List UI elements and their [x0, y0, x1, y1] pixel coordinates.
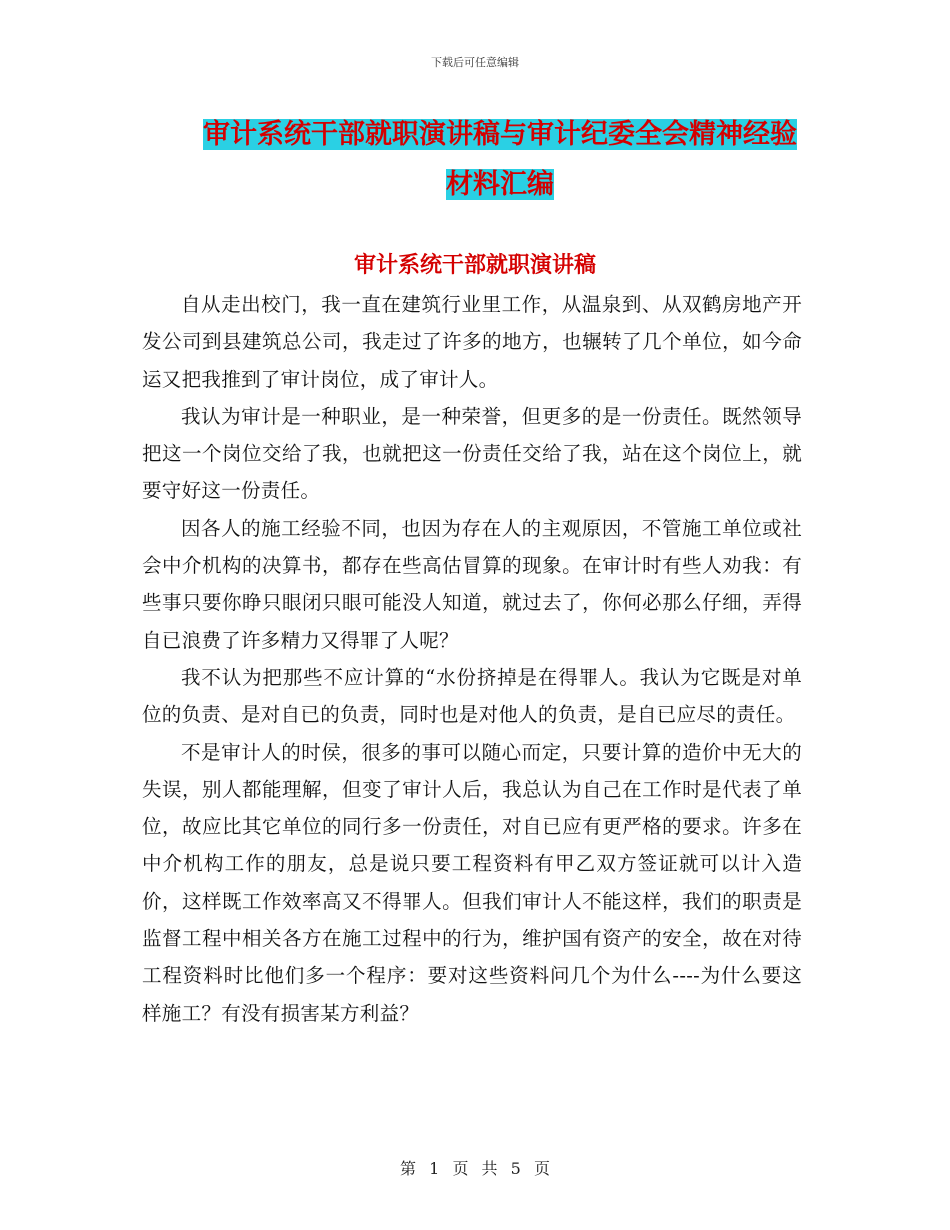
footer-prefix: 第	[400, 1159, 417, 1178]
footer-current-page: 1	[429, 1159, 440, 1178]
footer-total-pages: 5	[510, 1159, 521, 1178]
document-title	[190, 110, 810, 210]
footer-total-prefix: 共	[481, 1159, 498, 1178]
page-footer	[0, 1156, 950, 1179]
page-header-note: 下载后可任意编辑	[431, 56, 519, 69]
paragraph: 不是审计人的时侯，很多的事可以随心而定，只要计算的造价中无大的失误，别人都能理解，但变了审计人后，我总认为自己在工作时是代表了单位，故应比其它单位的同行多一份责任，对自已应有更严格的要求。许多在中介机构工作的朋友，总是说只要工程资料有甲乙双方签证就可以计入造价，这样既工作效率高又不得罪人。但我们审计人不能这样，我们的职责是监督工程中相关各方在施工过程中的行为，维护国有资产的安全，故在对待工程资料时比他们多一个程序：要对这些资料问几个为什么----为什么要这样施工？有没有损害某方利益？	[142, 740, 802, 1025]
paragraph: 自从走出校门，我一直在建筑行业里工作，从温泉到、从双鹤房地产开发公司到县建筑总公司，我走过了许多的地方，也辗转了几个单位，如今命运又把我推到了审计岗位，成了审计人。	[142, 293, 802, 391]
paragraph: 我认为审计是一种职业，是一种荣誉，但更多的是一份责任。既然领导把这一个岗位交给了我，也就把这一份责任交给了我，站在这个岗位上，就要守好这一份责任。	[142, 404, 802, 503]
footer-suffix: 页	[533, 1159, 550, 1178]
paragraph: 我不认为把那些不应计算的“水份挤掉是在得罪人。我认为它既是对单位的负责、是对自已的负责，同时也是对他人的负责，是自已应尽的责任。	[142, 665, 802, 727]
footer-page-word: 页	[452, 1159, 469, 1178]
paragraph: 因各人的施工经验不同，也因为存在人的主观原因，不管施工单位或社会中介机构的决算书，都存在些高估冒算的现象。在审计时有些人劝我：有些事只要你睁只眼闭只眼可能没人知道，就过去了，你何必那么仔细，弄得自已浪费了许多精力又得罪了人呢？	[142, 516, 802, 652]
document-body	[142, 286, 802, 1032]
section-title: 审计系统干部就职演讲稿	[353, 253, 596, 278]
document-title-text: 审计系统干部就职演讲稿与审计纪委全会精神经验材料汇编	[203, 119, 797, 200]
